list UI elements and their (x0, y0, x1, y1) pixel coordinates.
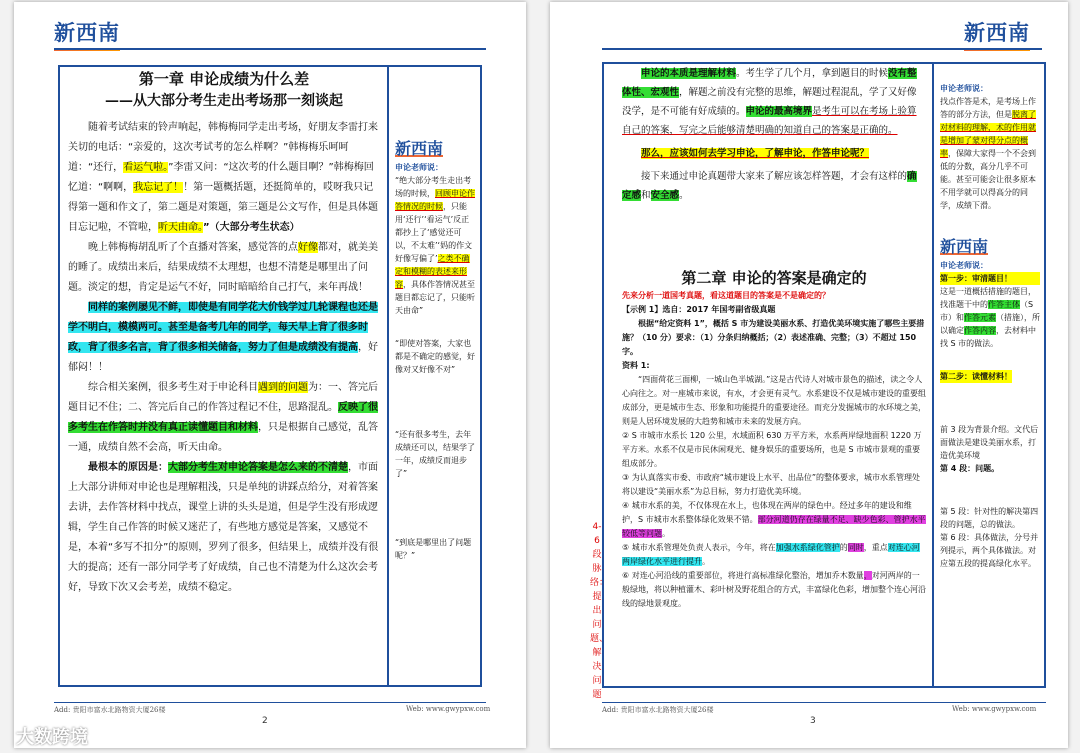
side-title: 申论老师说： (940, 84, 988, 93)
paragraph: 综合相关案例，很多考生对于申论科目遇到的问题为：一、答完后题目记不住；二、答完后自己的作答过程记不住，思路混乱。反映了很多考生在作答时并没有真正读懂题目和材料，只是根据自己感觉，乱答一通，成绩自然不会高，听天由命。 (68, 382, 378, 453)
side-note: 第 4 段：问题。 (940, 464, 1000, 473)
footer-website: Web: www.gwypxw.com (952, 705, 1037, 713)
paragraph: 随着考试结束的铃声响起，韩梅梅同学走出考场，好朋友李雷打来关切的电话：“亲爱的，这次考试考的怎么样啊？”韩梅梅乐呵呵道：“还行，看运气啦。”李雷又问：“这次考的什么题目啊？”韩梅梅回忆道：“啊啊，我忘记了！！第一题概括题，还挺简单的，哎呀我只记得第一题和作文了，第二题是对策题，第三题是公文写作，但是具体题目忘记啦，不管啦，听天由命。”（大部分考生状态） (68, 122, 378, 233)
side-note: 第 6 段：具体做法，分号并列提示，两个具体做法。对应第五段的提高绿化水平。 (940, 533, 1039, 568)
side-title: 申论老师说： (395, 163, 443, 172)
material-label: 资料 1: (622, 361, 650, 370)
side-note: “即使对答案，大家也都是不确定的感觉，好像对又好像不对” (395, 339, 475, 374)
side-column (940, 82, 1040, 570)
page-number: 3 (810, 716, 816, 726)
paragraph: 晚上韩梅梅胡乱听了个直播对答案，感觉答的点好像都对，就美美的睡了。成绩出来后，结果成绩不太理想，也想不清楚是哪里出了问题。淡定的想，肯定是运气不好，同时暗暗给自己打气，来年再战！ (68, 242, 378, 293)
step-label: 第一步：审清题目！ (940, 272, 1040, 285)
side-note: 前 3 段为背景介绍。文代后面做法是建设美丽水系，打造优美环境 (940, 425, 1039, 460)
paragraph: 最根本的原因是：大部分考生对申论答案是怎么来的不清楚，市面上大部分讲师对申论也是理解粗浅，只是单纯的讲踩点给分，对着答案去讲，去作答材料中找点，课堂上讲的头头是道，但是学生没有形成逻辑，学生自己作答的时候又迷茫了，有些地方感觉是答案，又感觉不是，本着“多写不扣分”的原则，罗列了很多，但结果上，成绩并没有很大的提高；还有一部分同学考了好成绩，自己也不清楚为什么这次会考好，导致下次又会考差，成绩不稳定。 (68, 462, 379, 593)
side-logo: 新西南 (395, 139, 444, 158)
side-note: 找点作答是术，是考场上作答的部分方法，但是脱离了对材料的理解，术的作用就是增加了蒙对得分点的概率，保障大家得一个不会到低的分数，高分几乎不可能。甚至可能会让很多原本不用学就可以得高分的同学，成绩下滑。 (940, 97, 1036, 210)
watermark: 大数跨境 (16, 727, 88, 748)
footer-rule (602, 702, 1046, 703)
paragraph: 申论的本质是理解材料。考生学了几个月，拿到题目的时候没有整体性、宏观性，解题之前没有完整的思维，解题过程混乱，学了又好像没学，是不可能有好成绩的。申论的最高境界是考生可以在考场上验算自己的答案，写完之后能够清楚明确的知道自己的答案是正确的。 (622, 68, 917, 136)
chapter-title: 第一章 申论成绩为什么差 (138, 70, 310, 88)
side-logo: 新西南 (940, 237, 989, 256)
document-page-right (550, 2, 1068, 748)
footer-rule (54, 702, 486, 703)
side-column (395, 139, 477, 562)
side-note: “到底是哪里出了问题呢？” (395, 538, 472, 560)
question: 根据“给定资料 1”，概括 S 市为建设美丽水系、打造优美环境实施了哪些主要措施？（10 分）要求：（1）分条归纳概括；（2）表述准确、完整；（3）不超过 150 字。 (622, 319, 925, 356)
brand-logo: 新西南 (54, 17, 120, 51)
footer-address: Add: 贵阳市富水北路物资大厦26楼 (54, 706, 166, 714)
case-label: 【示例 1】选自：2017 年国考副省级真题 (622, 305, 776, 314)
side-note: “还有很多考生，去年成绩还可以，结果学了一年，成绩反而退步了” (395, 430, 475, 478)
side-note: “绝大部分考生走出考场的时候，回顾申论作答情况的时候，只能用‘还行’‘看运气’反正都抄上了‘感觉还可以，不太难’‘妈的作文好像写偏了’之类不确定和模糊的表述来形容，具体作答情况甚至题目都忘记了，只能听天由命” (395, 176, 475, 315)
material-paragraph: “四面荷花三面柳，一城山色半城湖。”这是古代诗人对城市景色的描述，读之令人心向往之。对一座城市来说，有水，才会更有灵气。水系建设不仅是城市建设的重要组成部分，更是城市生态、形象和功能提升的重要途径。而充分发掘城市的水环境之美，则是人居环境发展的大趋势和城市未来的发展方向。 (622, 375, 926, 426)
footer-website: Web: www.gwypxw.com (406, 705, 491, 713)
material (622, 317, 926, 611)
side-title: 申论老师说： (940, 261, 988, 270)
chapter-title: 第二章 申论的答案是确定的 (681, 269, 867, 287)
main-column (68, 68, 380, 598)
material-paragraph: ④ 城市水系的美，不仅体现在水上，也体现在两岸的绿色中。经过多年的建设和维护，S 市城市水系整体绿化效果不错。部分河道仍存在绿量不足、缺少色彩、管护水平较低等问题。 (622, 501, 926, 538)
main-column (622, 64, 926, 611)
footer-address: Add: 贵阳市富水北路物资大厦26楼 (602, 706, 714, 714)
material-paragraph: ③ 为认真落实市委、市政府“城市建设上水平、出品位”的整体要求，城市水系管理处将以建设“美丽水系”为总目标，努力打造优美环境。 (622, 473, 921, 496)
paragraph: 同样的案例屡见不鲜，即使是有同学花大价钱学过几轮课程也还是学不明白，模模两可。甚至是备考几年的同学，每天早上背了很多时政，背了很多名言，背了很多相关储备，努力了但是成绩没有提高，好郁闷！！ (68, 302, 378, 373)
margin-note: 4-6段脉络：提出问题、解决问题 (590, 522, 609, 700)
paragraph: 那么，应该如何去学习申论，了解申论，作答申论呢？ (641, 148, 870, 159)
page-number: 2 (262, 716, 268, 726)
chapter-subtitle: ——从大部分考生走出考场那一刻谈起 (105, 93, 343, 109)
paragraph: 接下来通过申论真题带大家来了解应该怎样答题，才会有这样的确定感和安全感。 (622, 171, 917, 201)
document-page-left (14, 2, 526, 748)
brand-logo: 新西南 (964, 17, 1030, 51)
header-rule (602, 48, 1042, 50)
side-note: 第 5 段：针对性的解决第四段的问题，总的做法。 (940, 507, 1039, 529)
material-paragraph: ② S 市城市水系长 120 公里，水域面积 630 万平方米，水系两岸绿地面积 1220 万平方米。水系不仅是市民休闲观光、健身娱乐的重要场所，也是 S 市城市景观的重要组成部分。 (622, 431, 922, 468)
header-rule (54, 48, 486, 50)
intro-text: 先来分析一道国考真题，看这道题目的答案是不是确定的？ (622, 291, 830, 300)
step-label: 第二步：读懂材料！ (940, 372, 1012, 381)
column-divider (387, 65, 389, 687)
side-note: 这是一道概括措施的题目，找准题干中的作答主体（S 市）和作答元素（措施），所以确定作答内容，去材料中找 S 市的做法。 (940, 287, 1040, 348)
column-divider (932, 62, 934, 688)
material-paragraph: ⑥ 对连心河沿线的重要部位，将进行高标准绿化整治，增加乔木数量，对河两岸的一般绿地，将以种植灌木、彩叶树及野花组合的方式，丰富绿化色彩，增加整个连心河沿线的绿地景观度。 (622, 571, 926, 608)
material-paragraph: ⑤ 城市水系管理处负责人表示，今年，将在加强水系绿化管护的同时，重点对连心河两岸绿化水平进行提升。 (622, 543, 920, 566)
